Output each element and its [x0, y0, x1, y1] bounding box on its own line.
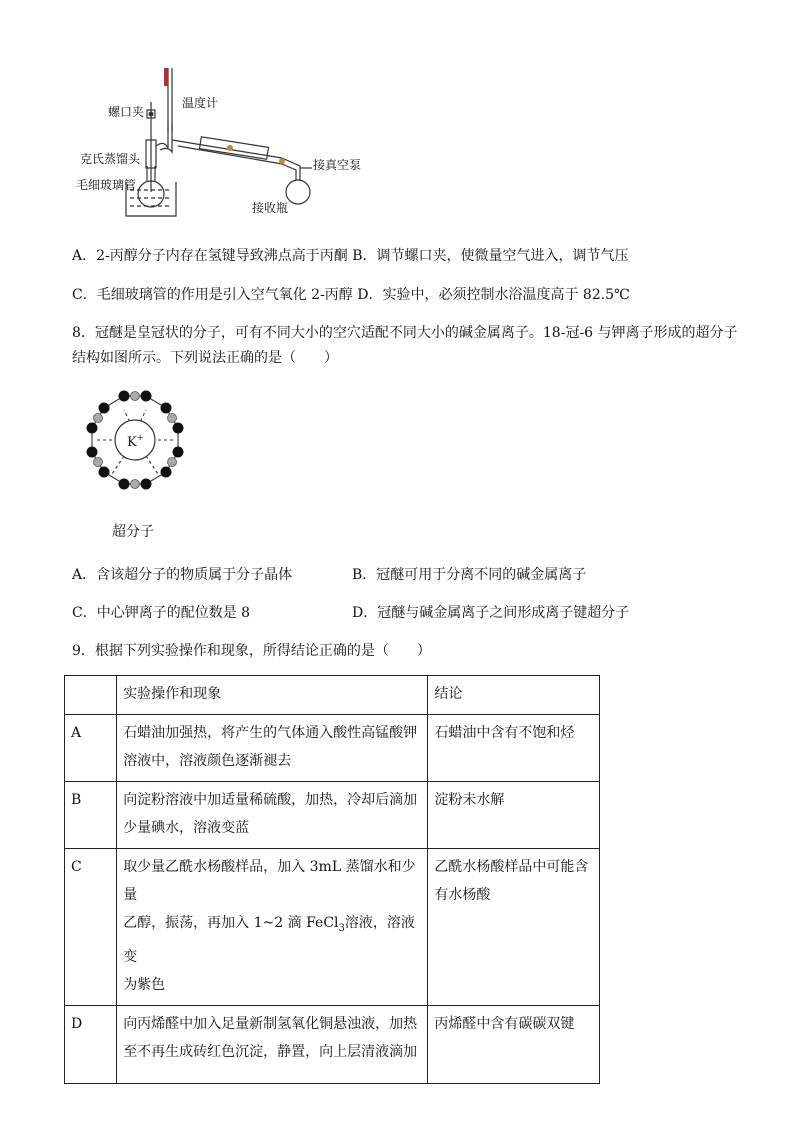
- operation-text: 向淀粉溶液中加适量稀硫酸，加热，冷却后滴加: [123, 792, 418, 808]
- operation-cell: [117, 849, 428, 1006]
- operation-text: 乙醇，振荡，再加入 1~2 滴 FeCl$_3$溶液，溶液变: [123, 915, 415, 965]
- label-capillary-tube: 毛细玻璃管: [76, 178, 137, 192]
- label-vacuum-pump: 接真空泵: [313, 158, 362, 172]
- q8-option-d: D．冠醚与碱金属离子之间形成离子键超分子: [352, 605, 630, 621]
- conclusion-cell: 丙烯醛中含有碳碳双键: [428, 1005, 600, 1083]
- operation-text: 少量碘水，溶液变蓝: [123, 820, 250, 836]
- q9-stem: 9．根据下列实验操作和现象，所得结论正确的是（ ）: [72, 643, 431, 659]
- figure-caption: 超分子: [112, 524, 154, 540]
- row-key-cell: C: [65, 849, 117, 1006]
- q8-stem-line2: 结构如图所示。下列说法正确的是（ ）: [72, 350, 338, 366]
- label-claisen-head: 克氏蒸馏头: [80, 152, 141, 166]
- q8-stem-line1: 8．冠醚是皇冠状的分子，可有不同大小的空穴适配不同大小的碱金属离子。18-冠-6 与钾离子形成的超分子: [72, 325, 738, 341]
- label-thermometer: 温度计: [182, 96, 219, 110]
- label-screw-clamp: 螺口夹: [108, 105, 145, 119]
- row-key-cell: B: [65, 782, 117, 849]
- table-row: [65, 715, 600, 782]
- distillation-apparatus-figure: [60, 62, 360, 227]
- row-key-cell: A: [65, 715, 117, 782]
- q8-option-c: C．中心钾离子的配位数是 8: [72, 605, 251, 621]
- operation-text: 石蜡油加强热，将产生的气体通入酸性高锰酸钾: [123, 725, 418, 741]
- row-key-cell: D: [65, 1005, 117, 1083]
- operation-text: 至不再生成砖红色沉淀，静置，向上层清液滴加: [123, 1043, 418, 1060]
- table-header-cell: [65, 676, 117, 715]
- operation-cell: [117, 782, 428, 849]
- q7-options-line2: C．毛细玻璃管的作用是引入空气氧化 2-丙醇 D．实验中，必须控制水浴温度高于 82.5℃: [72, 287, 630, 303]
- table-row: [65, 849, 600, 1006]
- experiment-table: [64, 675, 600, 1084]
- table-header-row: [65, 676, 600, 715]
- table-header-cell: 结论: [428, 676, 600, 715]
- operation-text: 取少量乙酰水杨酸样品，加入 3mL 蒸馏水和少量: [123, 859, 416, 903]
- q8-option-a: A．含该超分子的物质属于分子晶体: [72, 567, 293, 583]
- table-row: [65, 782, 600, 849]
- operation-text: 溶液中，溶液颜色逐渐褪去: [123, 753, 292, 769]
- crown-ether-drawing: [66, 382, 206, 512]
- operation-cell: [117, 1005, 428, 1083]
- label-receiving-flask: 接收瓶: [252, 201, 289, 215]
- table-row: [65, 1005, 600, 1083]
- table-header-cell: 实验操作和现象: [117, 676, 428, 715]
- conclusion-cell: 乙酰水杨酸样品中可能含 有水杨酸: [428, 849, 600, 1006]
- conclusion-cell: 淀粉未水解: [428, 782, 600, 849]
- crown-ether-figure: [66, 382, 206, 512]
- operation-cell: [117, 715, 428, 782]
- conclusion-cell: 石蜡油中含有不饱和烃: [428, 715, 600, 782]
- operation-text: 为紫色: [123, 976, 166, 993]
- potassium-ion-label: K+: [127, 433, 144, 450]
- operation-text: 向丙烯醛中加入足量新制氢氧化铜悬浊液，加热: [123, 1015, 418, 1032]
- q7-options-line1: A．2-丙醇分子内存在氢键导致沸点高于丙酮 B．调节螺口夹，使微量空气进入，调节气压: [72, 248, 629, 264]
- q8-option-b: B．冠醚可用于分离不同的碱金属离子: [352, 567, 587, 583]
- distillation-apparatus-drawing: [60, 62, 360, 227]
